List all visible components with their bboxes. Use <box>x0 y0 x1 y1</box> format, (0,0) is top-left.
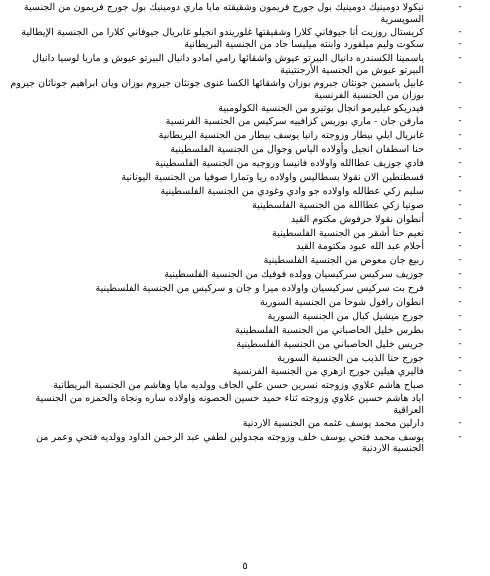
bullet-dash: - <box>458 380 462 391</box>
list-item <box>10 297 466 309</box>
bullet-dash: - <box>458 297 462 308</box>
list-item <box>10 200 466 212</box>
list-item <box>10 393 466 416</box>
list-item <box>10 339 466 351</box>
bullet-dash: - <box>458 2 462 12</box>
list-item <box>10 130 466 142</box>
bullet-dash: - <box>458 158 462 169</box>
entry-text: غابيل ياسمين جونثان جبروم بوزان واشقائها الكسا غنوى جونثان جيروم بوزان ويان ابراهيم جوناثان جيروم بوزان من الجنسية الفرنسية <box>10 77 424 101</box>
bullet-dash: - <box>458 310 462 321</box>
list-item <box>10 2 466 25</box>
bullet-dash: - <box>458 144 462 155</box>
bullet-dash: - <box>458 241 462 252</box>
list-item <box>10 116 466 128</box>
entry-text: انطوان رافول شوحا من الجنسية السورية <box>259 297 424 309</box>
entry-text: نيكولا دومينيك دومينيك بول جورج فريمون وشقيقته مايا ماري دومينيك بول جورج فريمون من الجنسية السويسرية <box>23 2 424 25</box>
list-item <box>10 353 466 365</box>
list-item <box>10 186 466 198</box>
bullet-dash: - <box>458 227 462 238</box>
entry-text: صونيا زكي عطاالله من الجنسية الفلسطينية <box>251 199 424 211</box>
bullet-dash: - <box>458 26 462 37</box>
entry-text: يوسف محمد فتحي يوسف خلف وزوجته مجدولين لطفي عبد الرحمن الداود وولديه فتحي وعمر من الجنسية الاردنية <box>36 431 424 455</box>
list-item <box>10 39 466 51</box>
entry-text: جريس خليل الحاصباني من الجنسية الفلسطينية <box>236 338 424 350</box>
bullet-dash: - <box>458 172 462 183</box>
list-item <box>10 269 466 281</box>
list-item <box>10 228 466 240</box>
entry-text: غابريال ايلي بيطار وزوجته رانيا يوسف بيطار من الجنسية البريطانية <box>158 130 424 142</box>
bullet-dash: - <box>458 366 462 377</box>
bullet-dash: - <box>458 338 462 349</box>
entry-text: فاليري هيلين جورج ازهري من الجنسية الفرنسية <box>232 366 424 378</box>
entry-text: أنطوان نقولا حرفوش مكتوم القيد <box>290 213 424 225</box>
bullet-dash: - <box>458 255 462 266</box>
bullet-dash: - <box>458 102 462 113</box>
entry-text: سليم زكي عطالله واولاده جو وادي وغودي من الجنسية الفلسطينية <box>160 185 424 197</box>
entry-text: جوزيف سركيس سركيسيان وولده فوفيك من الجنسية الفلسطينية <box>164 269 424 281</box>
list-item <box>10 53 466 76</box>
bullet-dash: - <box>458 39 462 50</box>
bullet-dash: - <box>458 199 462 210</box>
list-item <box>10 241 466 253</box>
entry-text: حنا اسطفان انجيل وأولاده الياس وجوال من الجنسية الفلسطينية <box>170 144 424 156</box>
list-item <box>10 283 466 295</box>
entry-text: ربيع جان معوض من الجنسية الفلسطينية <box>263 255 424 267</box>
bullet-dash: - <box>458 431 462 442</box>
entry-text: دارلين محمد يوسف عثمه من الجنسية الاردنية <box>242 417 424 429</box>
bullet-dash: - <box>458 213 462 224</box>
list-item <box>10 144 466 156</box>
entry-text: بطرس خليل الحاصباني من الجنسية الفلسطينية <box>235 324 424 336</box>
bullet-dash: - <box>458 53 462 64</box>
list-item <box>10 432 466 455</box>
bullet-dash: - <box>458 77 462 88</box>
list-item <box>10 214 466 226</box>
bullet-dash: - <box>458 283 462 294</box>
list-item <box>10 27 466 39</box>
list-item <box>10 325 466 337</box>
bullet-dash: - <box>458 324 462 335</box>
list-item <box>10 78 466 101</box>
entry-text: فادي جوزيف عطاالله واولاده فانيسا وروجيه من الجنسية الفلسطينية <box>155 158 424 170</box>
entry-text: سكوت وليم ميلفورد وابنته ميليسا جاد من الجنسية البريطانية <box>184 39 424 51</box>
bullet-dash: - <box>458 417 462 428</box>
list-item <box>10 311 466 323</box>
bullet-dash: - <box>458 130 462 141</box>
list-item <box>10 255 466 267</box>
entry-text: نعيم حنا أشقر من الجنسية الفلسطينية <box>271 227 424 239</box>
entry-text: ياسمينا الكسندره دانيال البيرتو عيوش واشقائها رامي امادو دانيال البيرتو عيوش و ماريا لوسيا دانيال البيرتو عيوش من الجنسية الأرجنتينية <box>32 53 424 77</box>
bullet-dash: - <box>458 185 462 196</box>
entry-text: مارفن جان - ماري بوريس كزافييه سركيس من الجنسية الفرنسية <box>165 116 424 128</box>
entry-text: جورج حنا الذيب من الجنسية السورية <box>277 352 424 364</box>
list-item <box>10 366 466 378</box>
bullet-dash: - <box>458 269 462 280</box>
list-item <box>10 172 466 184</box>
list-item <box>10 380 466 392</box>
bullet-dash: - <box>458 352 462 363</box>
entry-text: اياد هاشم حسين علاوي وزوجته ثناء حميد حسين الحصونه واولاده ساره ونجاة والحمزه من الجنسية العراقية <box>35 393 424 416</box>
list-item <box>10 158 466 170</box>
entry-text: صباح هاشم علاوي وزوجته نسرين حسن علي الجاف وولديه مايا وهاشم من الجنسية البريطانية <box>53 380 424 392</box>
entry-text: أحلام عبد الله عبود مكتومة القيد <box>296 241 424 253</box>
entry-text: كريستال روزيت أنا جيوفاني كلارا وشقيقتها غلوريندو انجيلو غابريال جيوفاني كلارا من الجنسية الإيطالية <box>21 26 424 38</box>
naturalization-list <box>10 2 466 455</box>
list-item <box>10 103 466 115</box>
entry-text: قسطنطين الان نقولا بسطاليس واولاده ريا وتمارا صوفيا من الجنسية اليونانية <box>121 172 424 184</box>
list-item <box>10 418 466 430</box>
entry-text: فيدريكو غيليرمو انجال بوتيرو من الجنسية الكولومبية <box>218 102 424 114</box>
page-number: ٥ <box>242 561 248 572</box>
entry-text: فرح بت سركيس سركيسيان واولاده ميرا و جان و سركيس من الجنسية الفلسطينية <box>95 283 424 295</box>
entry-text: جورج ميشيل كبال من الجنسية السورية <box>267 310 424 322</box>
bullet-dash: - <box>458 116 462 127</box>
bullet-dash: - <box>458 393 462 404</box>
